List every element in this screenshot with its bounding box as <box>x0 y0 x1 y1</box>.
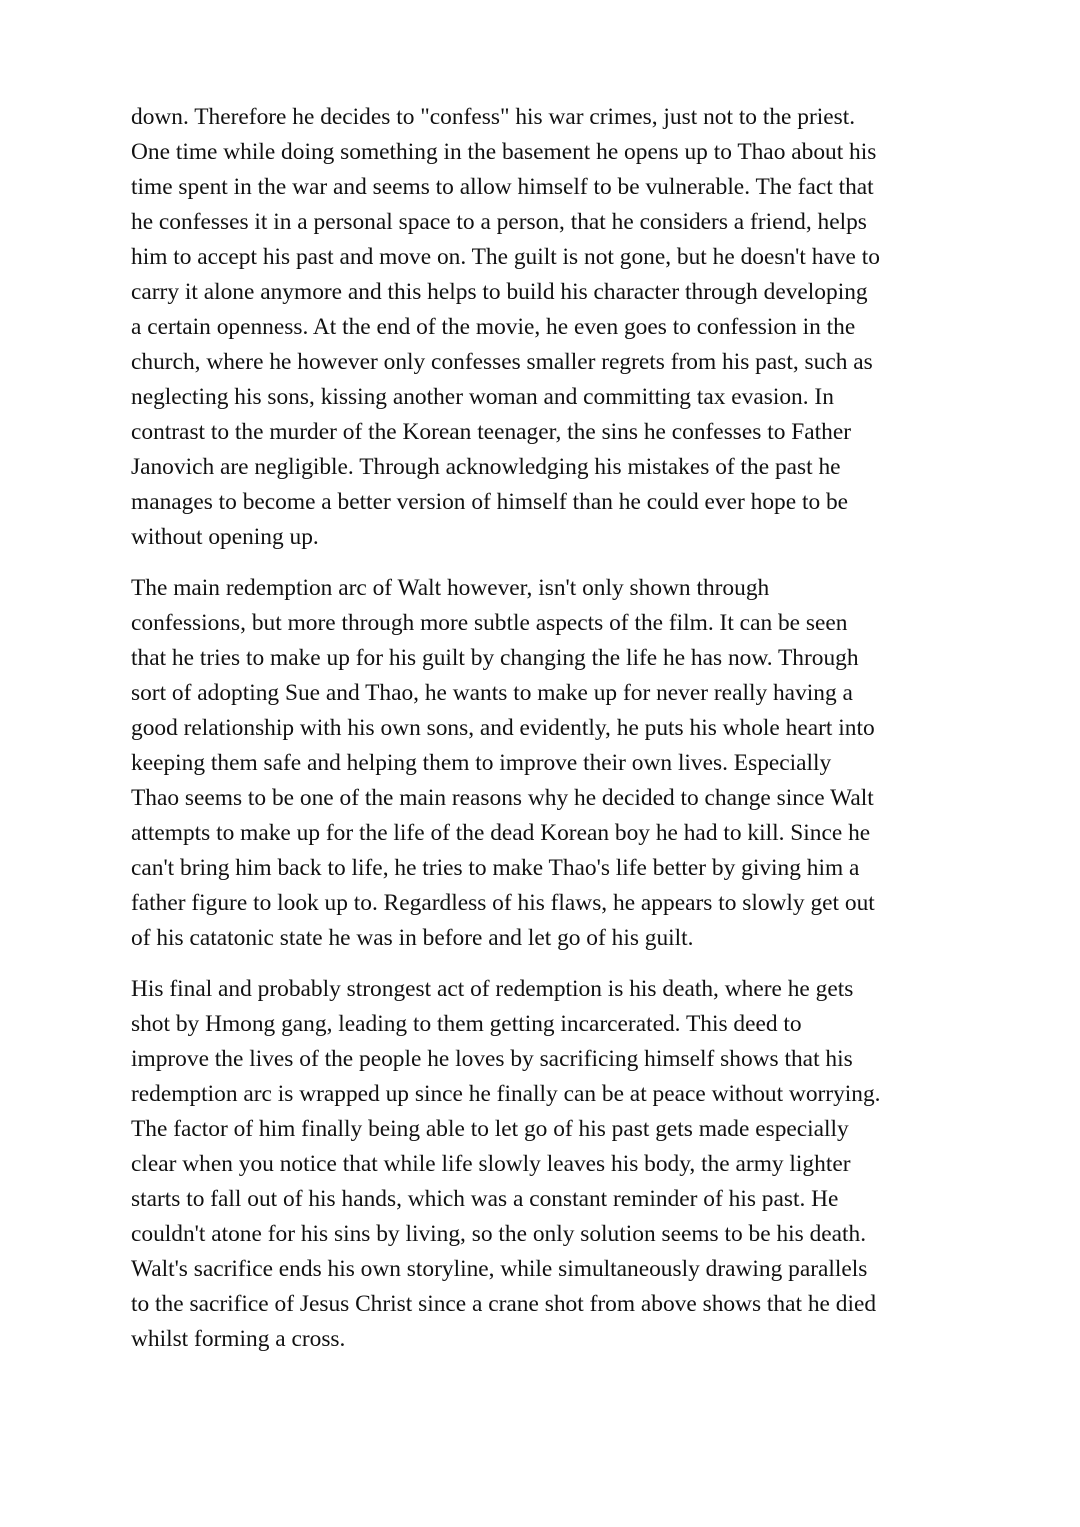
paragraph-confession <box>131 100 951 555</box>
text-line: can't bring him back to life, he tries to make Thao's life better by giving him a <box>131 855 860 881</box>
text-line: without opening up. <box>131 524 319 550</box>
text-line: of his catatonic state he was in before and let go of his guilt. <box>131 925 694 951</box>
text-line: One time while doing something in the basement he opens up to Thao about his <box>131 139 877 165</box>
text-line: he confesses it in a personal space to a person, that he considers a friend, helps <box>131 209 867 235</box>
text-line: attempts to make up for the life of the dead Korean boy he had to kill. Since he <box>131 820 871 846</box>
paragraph-final-act <box>131 972 951 1357</box>
text-line: that he tries to make up for his guilt by changing the life he has now. Through <box>131 645 859 671</box>
text-line: contrast to the murder of the Korean teenager, the sins he confesses to Father <box>131 419 852 445</box>
text-line: church, where he however only confesses smaller regrets from his past, such as <box>131 349 873 375</box>
text-line: keeping them safe and helping them to improve their own lives. Especially <box>131 750 832 776</box>
text-line: Thao seems to be one of the main reasons why he decided to change since Walt <box>131 785 874 811</box>
text-line: His final and probably strongest act of redemption is his death, where he gets <box>131 976 854 1002</box>
text-line: carry it alone anymore and this helps to build his character through developing <box>131 279 868 305</box>
text-line: improve the lives of the people he loves by sacrificing himself shows that his <box>131 1046 853 1072</box>
text-line: confessions, but more through more subtle aspects of the film. It can be seen <box>131 610 848 636</box>
document-page <box>131 100 951 1373</box>
text-line: down. Therefore he decides to "confess" his war crimes, just not to the priest. <box>131 104 856 130</box>
text-line: father figure to look up to. Regardless of his flaws, he appears to slowly get out <box>131 890 875 916</box>
text-line: sort of adopting Sue and Thao, he wants to make up for never really having a <box>131 680 853 706</box>
text-line: The factor of him finally being able to let go of his past gets made especially <box>131 1116 849 1142</box>
text-line: a certain openness. At the end of the movie, he even goes to confession in the <box>131 314 856 340</box>
text-line: Janovich are negligible. Through acknowledging his mistakes of the past he <box>131 454 841 480</box>
text-line: to the sacrifice of Jesus Christ since a crane shot from above shows that he died <box>131 1291 877 1317</box>
text-line: The main redemption arc of Walt however, isn't only shown through <box>131 575 770 601</box>
text-line: Walt's sacrifice ends his own storyline, while simultaneously drawing parallels <box>131 1256 868 1282</box>
text-line: redemption arc is wrapped up since he finally can be at peace without worrying. <box>131 1081 881 1107</box>
text-line: couldn't atone for his sins by living, so the only solution seems to be his death. <box>131 1221 867 1247</box>
text-line: shot by Hmong gang, leading to them getting incarcerated. This deed to <box>131 1011 802 1037</box>
text-line: him to accept his past and move on. The guilt is not gone, but he doesn't have to <box>131 244 880 270</box>
text-line: time spent in the war and seems to allow himself to be vulnerable. The fact that <box>131 174 874 200</box>
text-line: good relationship with his own sons, and evidently, he puts his whole heart into <box>131 715 875 741</box>
text-line: whilst forming a cross. <box>131 1326 346 1352</box>
text-line: manages to become a better version of himself than he could ever hope to be <box>131 489 849 515</box>
text-line: neglecting his sons, kissing another woman and committing tax evasion. In <box>131 384 834 410</box>
text-line: starts to fall out of his hands, which was a constant reminder of his past. He <box>131 1186 839 1212</box>
text-line: clear when you notice that while life slowly leaves his body, the army lighter <box>131 1151 851 1177</box>
paragraph-redemption-arc <box>131 571 951 956</box>
